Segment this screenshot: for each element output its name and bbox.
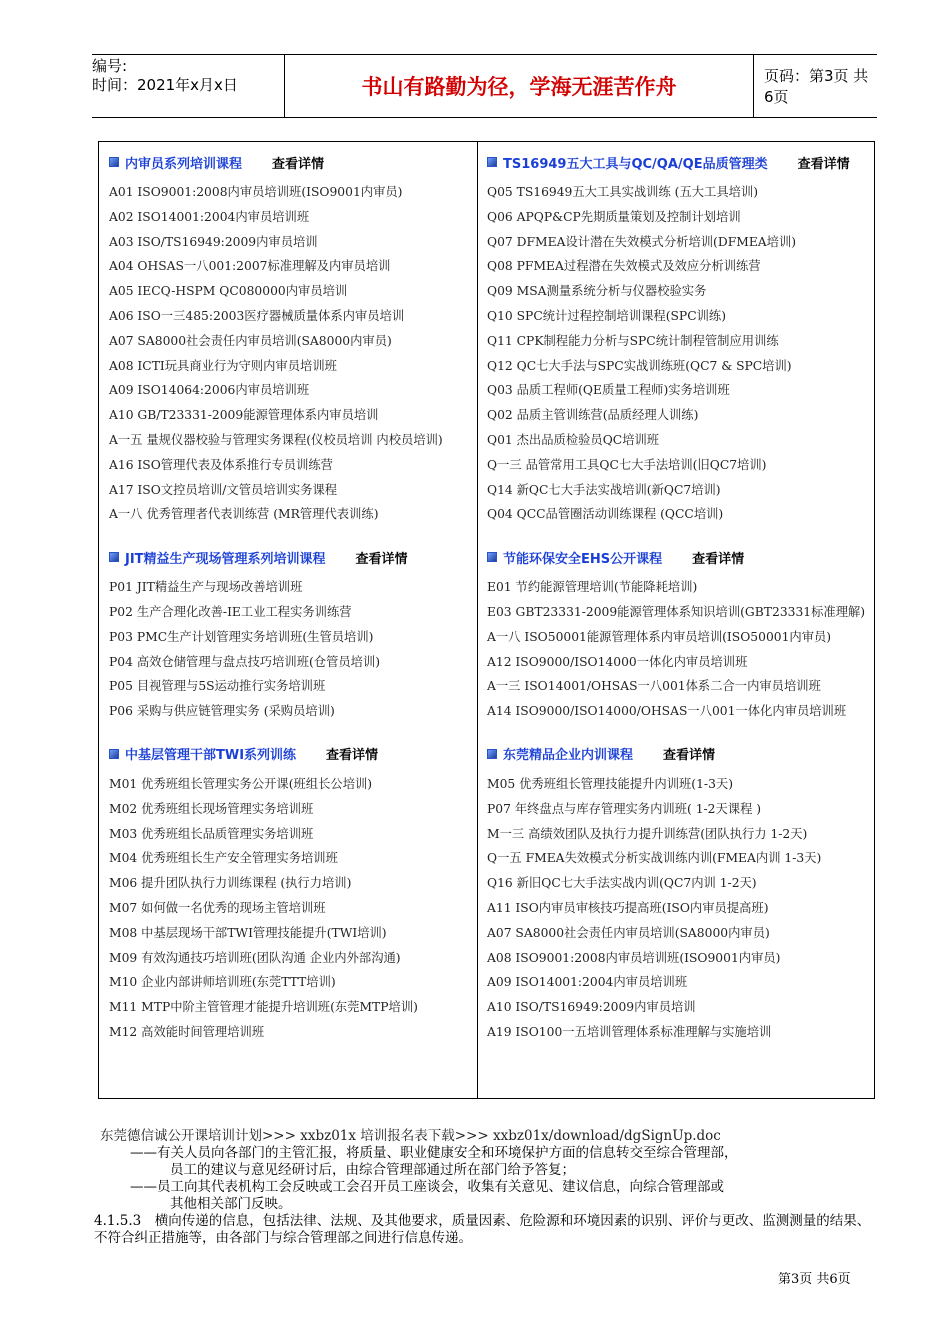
- section-title-link[interactable]: 节能环保安全EHS公开课程: [503, 551, 663, 567]
- course-item[interactable]: A19 ISO100一五培训管理体系标准理解与实施培训: [487, 1024, 772, 1039]
- course-item[interactable]: A12 ISO9000/ISO14000一体化内审员培训班: [487, 654, 748, 669]
- course-item[interactable]: P02 生产合理化改善-IE工业工程实务训练营: [109, 604, 352, 619]
- course-item[interactable]: M12 高效能时间管理培训班: [109, 1024, 265, 1039]
- course-item[interactable]: A08 ICTI玩具商业行为守则内审员培训班: [109, 358, 337, 373]
- course-item[interactable]: Q03 品质工程师(QE质量工程师)实务培训班: [487, 383, 730, 398]
- time-label: 时间：2021年x月x日: [92, 76, 238, 94]
- column-divider: [477, 142, 478, 1098]
- course-item[interactable]: Q11 CPK制程能力分析与SPC统计制程管制应用训练: [487, 333, 779, 348]
- course-item[interactable]: A一三 ISO14001/OHSAS一八001体系二合一内审员培训班: [487, 679, 821, 694]
- section-header: [487, 742, 867, 766]
- section-header: [109, 150, 471, 174]
- course-item[interactable]: A06 ISO一三485:2003医疗器械质量体系内审员培训: [109, 308, 405, 323]
- course-item[interactable]: M06 提升团队执行力训练课程 (执行力培训): [109, 876, 352, 891]
- course-item[interactable]: Q16 新旧QC七大手法实战内训(QC7内训 1-2天): [487, 876, 757, 891]
- signup-link-line[interactable]: 东莞德信诚公开课培训计划>>> xxbz01x 培训报名表下载>>> xxbz01x/download/dgSignUp.doc: [100, 1128, 721, 1144]
- course-item[interactable]: A17 ISO文控员培训/文管员培训实务课程: [109, 482, 338, 497]
- course-item[interactable]: P05 目视管理与5S运动推行实务培训班: [109, 679, 326, 694]
- course-item[interactable]: Q04 QCC品管圈活动训练课程 (QCC培训): [487, 507, 724, 522]
- course-item[interactable]: A09 ISO14064:2006内审员培训班: [109, 383, 310, 398]
- course-item[interactable]: P06 采购与供应链管理实务 (采购员培训): [109, 704, 335, 719]
- course-item[interactable]: A05 IECQ-HSPM QC080000内审员培训: [109, 284, 348, 299]
- course-item[interactable]: A09 ISO14001:2004内审员培训班: [487, 975, 688, 990]
- course-item[interactable]: A02 ISO14001:2004内审员培训班: [109, 209, 310, 224]
- course-item[interactable]: Q10 SPC统计过程控制培训课程(SPC训练): [487, 308, 727, 323]
- page-header: [92, 54, 877, 118]
- dash-text: ——员工向其代表机构工会反映或工会召开员工座谈会，收集有关意见、建议信息，向综合管理部或: [130, 1179, 724, 1195]
- view-details-link[interactable]: 查看详情: [692, 551, 745, 567]
- course-item[interactable]: Q02 品质主管训练营(品质经理人训练): [487, 408, 699, 423]
- course-item[interactable]: Q12 QC七大手法与SPC实战训练班(QC7 & SPC培训): [487, 358, 792, 373]
- dash-item: [100, 1145, 880, 1179]
- page-footer: 第3页 共6页: [778, 1272, 851, 1287]
- section-header: [109, 545, 471, 569]
- course-item[interactable]: P07 年终盘点与库存管理实务内训班( 1-2天课程 ): [487, 801, 762, 816]
- course-item[interactable]: M07 如何做一名优秀的现场主管培训班: [109, 900, 326, 915]
- section-header: [487, 150, 867, 174]
- section-title-link[interactable]: 内审员系列培训课程: [125, 156, 243, 172]
- course-item[interactable]: Q一三 品管常用工具QC七大手法培训(旧QC7培训): [487, 457, 767, 472]
- course-item[interactable]: A07 SA8000社会责任内审员培训(SA8000内审员): [487, 925, 770, 940]
- bullet-icon: [109, 749, 119, 759]
- view-details-link[interactable]: 查看详情: [272, 156, 325, 172]
- course-item[interactable]: M02 优秀班组长现场管理实务培训班: [109, 801, 314, 816]
- course-item[interactable]: A03 ISO/TS16949:2009内审员培训: [109, 234, 318, 249]
- view-details-link[interactable]: 查看详情: [797, 156, 850, 172]
- bullet-icon: [109, 157, 119, 167]
- bullet-icon: [487, 749, 497, 759]
- course-item[interactable]: A一八 ISO50001能源管理体系内审员培训(ISO50001内审员): [487, 629, 832, 644]
- course-item[interactable]: M08 中基层现场干部TWI管理技能提升(TWI培训): [109, 925, 387, 940]
- course-item[interactable]: A01 ISO9001:2008内审员培训班(ISO9001内审员): [109, 185, 403, 199]
- section-title-link[interactable]: 东莞精品企业内训课程: [503, 748, 634, 764]
- course-item[interactable]: M09 有效沟通技巧培训班(团队沟通 企业内外部沟通): [109, 950, 401, 965]
- course-item[interactable]: A14 ISO9000/ISO14000/OHSAS一八001一体化内审员培训班: [487, 704, 847, 719]
- course-item[interactable]: Q06 APQP&CP先期质量策划及控制计划培训: [487, 209, 741, 224]
- section-header: [109, 742, 471, 766]
- course-item[interactable]: E03 GBT23331-2009能源管理体系知识培训(GBT23331标准理解): [487, 604, 866, 619]
- course-item[interactable]: P04 高效仓储管理与盘点技巧培训班(仓管员培训): [109, 654, 381, 669]
- course-item[interactable]: A16 ISO管理代表及体系推行专员训练营: [109, 457, 333, 472]
- number-label: 编号:: [92, 57, 128, 75]
- paragraph-4-1-5-3: 4.1.5.3 横向传递的信息，包括法律、法规、及其他要求，质量因素、危险源和环境因素的识别、评价与更改、监测测量的结果、不符合纠正措施等，由各部门与综合管理部之间进行信息传递。: [94, 1213, 871, 1246]
- course-item[interactable]: Q07 DFMEA设计潜在失效模式分析培训(DFMEA培训): [487, 234, 797, 249]
- course-item[interactable]: E01 节约能源管理培训(节能降耗培训): [487, 580, 698, 595]
- course-item[interactable]: M03 优秀班组长品质管理实务培训班: [109, 826, 314, 841]
- page-label: 页码：第3页 共6页: [764, 67, 869, 106]
- course-item[interactable]: P01 JIT精益生产与现场改善培训班: [109, 580, 303, 595]
- section-title-link[interactable]: JIT精益生产现场管理系列培训课程: [125, 551, 326, 567]
- course-item[interactable]: M05 优秀班组长管理技能提升内训班(1-3天): [487, 776, 733, 791]
- course-item[interactable]: A一五 量规仪器校验与管理实务课程(仪校员培训 内校员培训): [109, 432, 443, 447]
- course-item[interactable]: Q08 PFMEA过程潜在失效模式及效应分析训练营: [487, 259, 761, 274]
- course-item[interactable]: M一三 高绩效团队及执行力提升训练营(团队执行力 1-2天): [487, 826, 808, 841]
- course-item[interactable]: A08 ISO9001:2008内审员培训班(ISO9001内审员): [487, 950, 781, 965]
- view-details-link[interactable]: 查看详情: [326, 748, 379, 764]
- section-title-link[interactable]: TS16949五大工具与QC/QA/QE品质管理类: [503, 156, 768, 172]
- course-item[interactable]: A10 ISO/TS16949:2009内审员培训: [487, 1000, 696, 1015]
- dash-text: ——有关人员向各部门的主管汇报，将质量、职业健康安全和环境保护方面的信息转交至综合管理部，: [130, 1145, 738, 1161]
- dash-text-cont: 其他相关部门反映。: [170, 1196, 292, 1212]
- section-title-link[interactable]: 中基层管理干部TWI系列训练: [125, 748, 297, 764]
- view-details-link[interactable]: 查看详情: [355, 551, 408, 567]
- bullet-icon: [487, 552, 497, 562]
- course-item[interactable]: M04 优秀班组长生产安全管理实务培训班: [109, 851, 338, 866]
- body-text: [94, 1128, 880, 1247]
- course-item[interactable]: M01 优秀班组长管理实务公开课(班组长公培训): [109, 776, 373, 791]
- course-item[interactable]: A07 SA8000社会责任内审员培训(SA8000内审员): [109, 333, 392, 348]
- course-table: [98, 141, 875, 1099]
- course-item[interactable]: A11 ISO内审员审核技巧提高班(ISO内审员提高班): [487, 900, 769, 915]
- section-header: [487, 545, 867, 569]
- bullet-icon: [109, 552, 119, 562]
- left-column: [109, 142, 471, 1045]
- course-item[interactable]: Q一五 FMEA失效模式分析实战训练内训(FMEA内训 1-3天): [487, 851, 822, 866]
- course-item[interactable]: Q09 MSA测量系统分析与仪器校验实务: [487, 284, 707, 299]
- bullet-icon: [487, 157, 497, 167]
- header-meta: [92, 55, 282, 119]
- dash-text-cont: 员工的建议与意见经研讨后，由综合管理部通过所在部门给予答复；: [170, 1162, 575, 1178]
- course-item[interactable]: A04 OHSAS一八001:2007标准理解及内审员培训: [109, 259, 391, 274]
- motto: 书山有路勤为径，学海无涯苦作舟: [284, 55, 754, 117]
- course-item[interactable]: M10 企业内部讲师培训班(东莞TTT培训): [109, 975, 336, 990]
- course-item[interactable]: Q14 新QC七大手法实战培训(新QC7培训): [487, 482, 721, 497]
- course-item[interactable]: P03 PMC生产计划管理实务培训班(生管员培训): [109, 629, 374, 644]
- course-item[interactable]: A10 GB/T23331-2009能源管理体系内审员培训: [109, 408, 379, 423]
- course-item[interactable]: Q01 杰出品质检验员QC培训班: [487, 432, 660, 447]
- dash-item: [100, 1179, 880, 1213]
- view-details-link[interactable]: 查看详情: [663, 748, 716, 764]
- right-column: [487, 142, 867, 1045]
- course-item[interactable]: M11 MTP中阶主管管理才能提升培训班(东莞MTP培训): [109, 1000, 418, 1015]
- course-item[interactable]: A一八 优秀管理者代表训练营 (MR管理代表训练): [109, 507, 379, 522]
- course-item[interactable]: Q05 TS16949五大工具实战训练 (五大工具培训): [487, 185, 759, 199]
